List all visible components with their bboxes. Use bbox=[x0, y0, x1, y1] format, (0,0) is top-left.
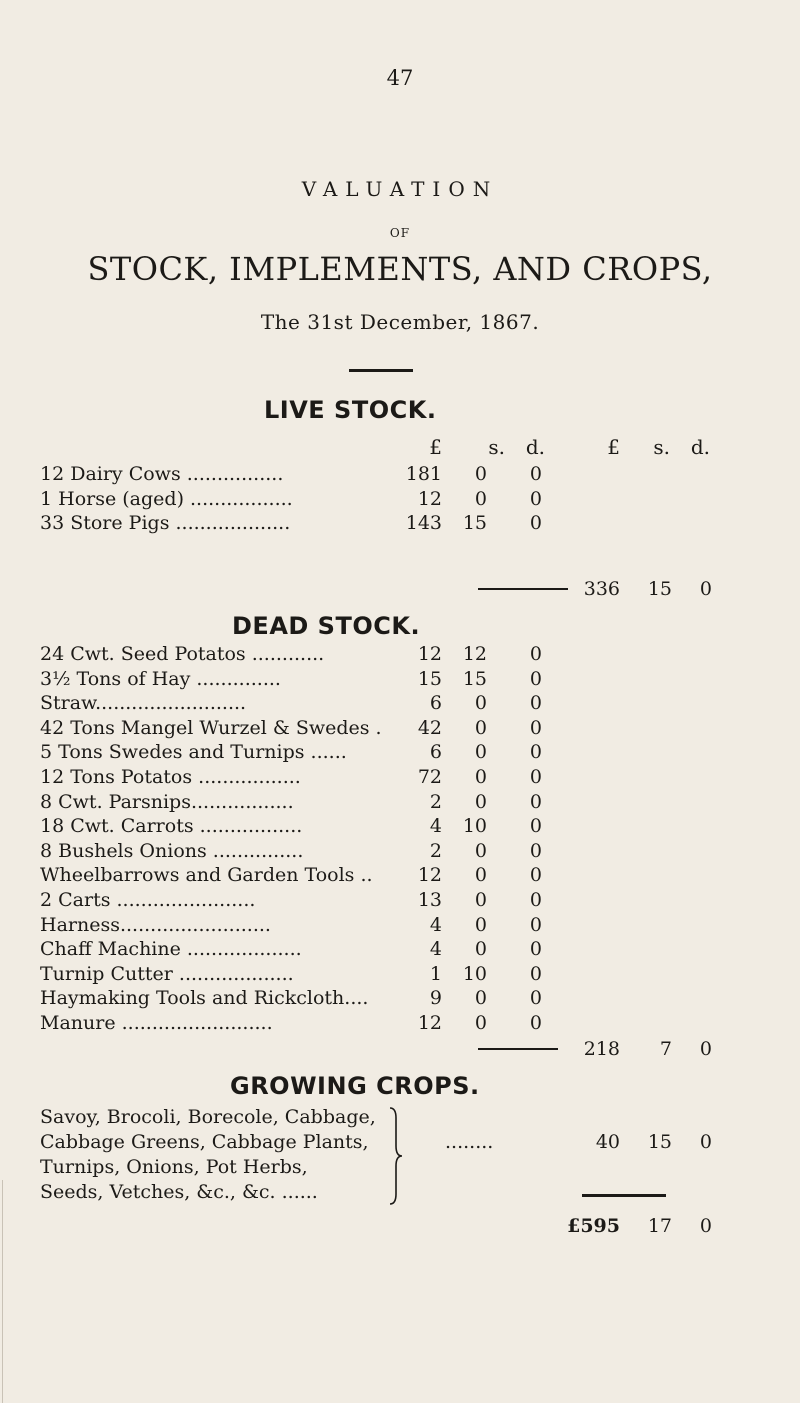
section-heading-growing-crops: GROWING CROPS. bbox=[230, 1072, 480, 1100]
live-stock-item-shillings: 0 bbox=[474, 463, 487, 485]
dead-stock-item-shillings: 0 bbox=[474, 889, 487, 911]
dead-stock-item-pounds: 13 bbox=[417, 889, 442, 911]
dead-stock-item-pence: 0 bbox=[529, 839, 542, 862]
page-number: 47 bbox=[386, 66, 414, 90]
dead-stock-item-pounds: 15 bbox=[417, 667, 442, 690]
dead-stock-item-label: Wheelbarrows and Garden Tools .. bbox=[40, 864, 373, 887]
dead-stock-item-shillings: 0 bbox=[474, 716, 487, 739]
dead-stock-item-label: 2 Carts ....................... bbox=[40, 889, 256, 911]
dead-stock-item-pounds: 6 bbox=[429, 692, 442, 715]
dead-stock-item-pounds: 2 bbox=[429, 839, 442, 862]
dead-stock-item-pounds: 12 bbox=[417, 864, 442, 887]
dead-stock-item-label: Turnip Cutter ................... bbox=[40, 962, 294, 985]
dead-stock-item-shillings: 15 bbox=[462, 667, 487, 690]
grand-total-rule bbox=[582, 1194, 666, 1197]
dead-stock-item-shillings: 0 bbox=[474, 987, 487, 1010]
dead-stock-item-shillings: 0 bbox=[474, 913, 487, 936]
dead-stock-item-pence: 0 bbox=[529, 643, 542, 665]
col-header-pounds-1: £ bbox=[429, 435, 442, 459]
dead-stock-item-pounds: 12 bbox=[417, 643, 442, 665]
section-heading-live-stock: LIVE STOCK. bbox=[264, 396, 437, 424]
col-header-shillings-1: s. bbox=[488, 435, 505, 459]
dead-stock-item-shillings: 0 bbox=[474, 692, 487, 715]
dead-stock-item-pounds: 6 bbox=[429, 741, 442, 764]
dead-stock-item-label: 12 Tons Potatos ................. bbox=[40, 766, 301, 788]
dead-stock-item-label: 3½ Tons of Hay .............. bbox=[40, 667, 281, 690]
live-stock-item-pence: 0 bbox=[529, 512, 542, 534]
live-stock-item-label: 12 Dairy Cows ................ bbox=[40, 463, 284, 485]
live-stock-item-pence: 0 bbox=[529, 463, 542, 485]
dead-stock-item-shillings: 0 bbox=[474, 741, 487, 764]
title-valuation: VALUATION bbox=[301, 177, 499, 201]
crops-line-4: Seeds, Vetches, &c., &c. ...... bbox=[40, 1181, 318, 1203]
dead-stock-item-label: Manure ......................... bbox=[40, 1012, 273, 1034]
section-heading-dead-stock: DEAD STOCK. bbox=[232, 612, 421, 640]
live-stock-item-label: 1 Horse (aged) ................. bbox=[40, 487, 293, 510]
col-header-pounds-2: £ bbox=[607, 435, 620, 459]
dead-stock-item-pounds: 1 bbox=[429, 962, 442, 985]
dead-stock-item-label: Straw......................... bbox=[40, 692, 247, 715]
live-stock-total-shillings: 15 bbox=[647, 578, 672, 600]
live-stock-item-label: 33 Store Pigs ................... bbox=[40, 512, 291, 534]
dead-stock-item-pounds: 2 bbox=[429, 790, 442, 813]
live-stock-item-pence: 0 bbox=[529, 487, 542, 510]
crops-line-1: Savoy, Brocoli, Borecole, Cabbage, bbox=[40, 1106, 376, 1128]
live-stock-item-shillings: 15 bbox=[462, 512, 487, 534]
dead-stock-item-shillings: 0 bbox=[474, 766, 487, 788]
title-divider bbox=[349, 369, 413, 372]
dead-stock-item-shillings: 0 bbox=[474, 839, 487, 862]
dead-stock-item-pence: 0 bbox=[529, 889, 542, 911]
dead-stock-item-pounds: 12 bbox=[417, 1012, 442, 1034]
dead-stock-item-label: 18 Cwt. Carrots ................. bbox=[40, 815, 303, 838]
crops-total-shillings: 15 bbox=[647, 1131, 672, 1153]
dead-stock-item-label: Haymaking Tools and Rickcloth.... bbox=[40, 987, 369, 1010]
dead-stock-item-label: Chaff Machine ................... bbox=[40, 938, 302, 961]
live-stock-item-pounds: 12 bbox=[417, 487, 442, 510]
page-edge-line bbox=[2, 1180, 3, 1403]
dead-stock-item-pence: 0 bbox=[529, 815, 542, 838]
dead-stock-item-label: 24 Cwt. Seed Potatos ............ bbox=[40, 643, 325, 665]
col-header-pence-2: d. bbox=[690, 435, 710, 459]
dead-stock-item-shillings: 10 bbox=[462, 815, 487, 838]
dead-stock-item-shillings: 0 bbox=[474, 790, 487, 813]
dead-stock-rule bbox=[478, 1048, 558, 1050]
title-of: OF bbox=[389, 226, 411, 240]
title-date: The 31st December, 1867. bbox=[260, 310, 540, 334]
live-stock-item-shillings: 0 bbox=[474, 487, 487, 510]
dead-stock-item-shillings: 0 bbox=[474, 1012, 487, 1034]
dead-stock-total-pounds: 218 bbox=[583, 1038, 620, 1060]
col-header-shillings-2: s. bbox=[653, 435, 670, 459]
live-stock-item-pounds: 181 bbox=[405, 463, 442, 485]
dead-stock-item-pounds: 4 bbox=[429, 913, 442, 936]
dead-stock-item-pence: 0 bbox=[529, 790, 542, 813]
title-main: STOCK, IMPLEMENTS, AND CROPS, bbox=[87, 250, 713, 288]
crops-line-2: Cabbage Greens, Cabbage Plants, bbox=[40, 1131, 369, 1153]
dead-stock-item-shillings: 10 bbox=[462, 962, 487, 985]
dead-stock-total-pence: 0 bbox=[699, 1038, 712, 1060]
dead-stock-item-pence: 0 bbox=[529, 938, 542, 961]
crops-total-pounds: 40 bbox=[595, 1131, 620, 1153]
dead-stock-item-label: 42 Tons Mangel Wurzel & Swedes . bbox=[40, 716, 382, 739]
grand-total-pounds: £595 bbox=[567, 1215, 620, 1237]
dead-stock-item-pence: 0 bbox=[529, 913, 542, 936]
dead-stock-item-pence: 0 bbox=[529, 987, 542, 1010]
live-stock-total-pence: 0 bbox=[699, 578, 712, 600]
dead-stock-item-shillings: 0 bbox=[474, 938, 487, 961]
dead-stock-item-label: 5 Tons Swedes and Turnips ...... bbox=[40, 741, 347, 764]
dead-stock-item-pence: 0 bbox=[529, 1012, 542, 1034]
grand-total-pence: 0 bbox=[699, 1215, 712, 1237]
dead-stock-item-pence: 0 bbox=[529, 864, 542, 887]
dead-stock-item-pounds: 42 bbox=[417, 716, 442, 739]
live-stock-rule bbox=[478, 588, 568, 590]
dead-stock-item-pence: 0 bbox=[529, 667, 542, 690]
dead-stock-item-shillings: 12 bbox=[462, 643, 487, 665]
dead-stock-total-shillings: 7 bbox=[659, 1038, 672, 1060]
dead-stock-item-pence: 0 bbox=[529, 692, 542, 715]
dead-stock-item-pounds: 9 bbox=[429, 987, 442, 1010]
crops-line-3: Turnips, Onions, Pot Herbs, bbox=[40, 1156, 308, 1178]
dead-stock-item-pence: 0 bbox=[529, 741, 542, 764]
col-header-pence-1: d. bbox=[525, 435, 545, 459]
crops-total-pence: 0 bbox=[699, 1131, 712, 1153]
dead-stock-item-label: 8 Bushels Onions ............... bbox=[40, 839, 304, 862]
dead-stock-item-label: Harness......................... bbox=[40, 913, 271, 936]
dead-stock-item-shillings: 0 bbox=[474, 864, 487, 887]
dead-stock-item-pounds: 4 bbox=[429, 815, 442, 838]
dead-stock-item-label: 8 Cwt. Parsnips................. bbox=[40, 790, 294, 813]
dead-stock-item-pence: 0 bbox=[529, 766, 542, 788]
live-stock-total-pounds: 336 bbox=[583, 578, 620, 600]
grand-total-shillings: 17 bbox=[647, 1215, 672, 1237]
dead-stock-item-pence: 0 bbox=[529, 962, 542, 985]
dead-stock-item-pounds: 4 bbox=[429, 938, 442, 961]
crops-leader: ........ bbox=[445, 1131, 494, 1153]
crops-brace bbox=[386, 1104, 406, 1208]
dead-stock-item-pounds: 72 bbox=[417, 766, 442, 788]
live-stock-item-pounds: 143 bbox=[405, 512, 442, 534]
dead-stock-item-pence: 0 bbox=[529, 716, 542, 739]
